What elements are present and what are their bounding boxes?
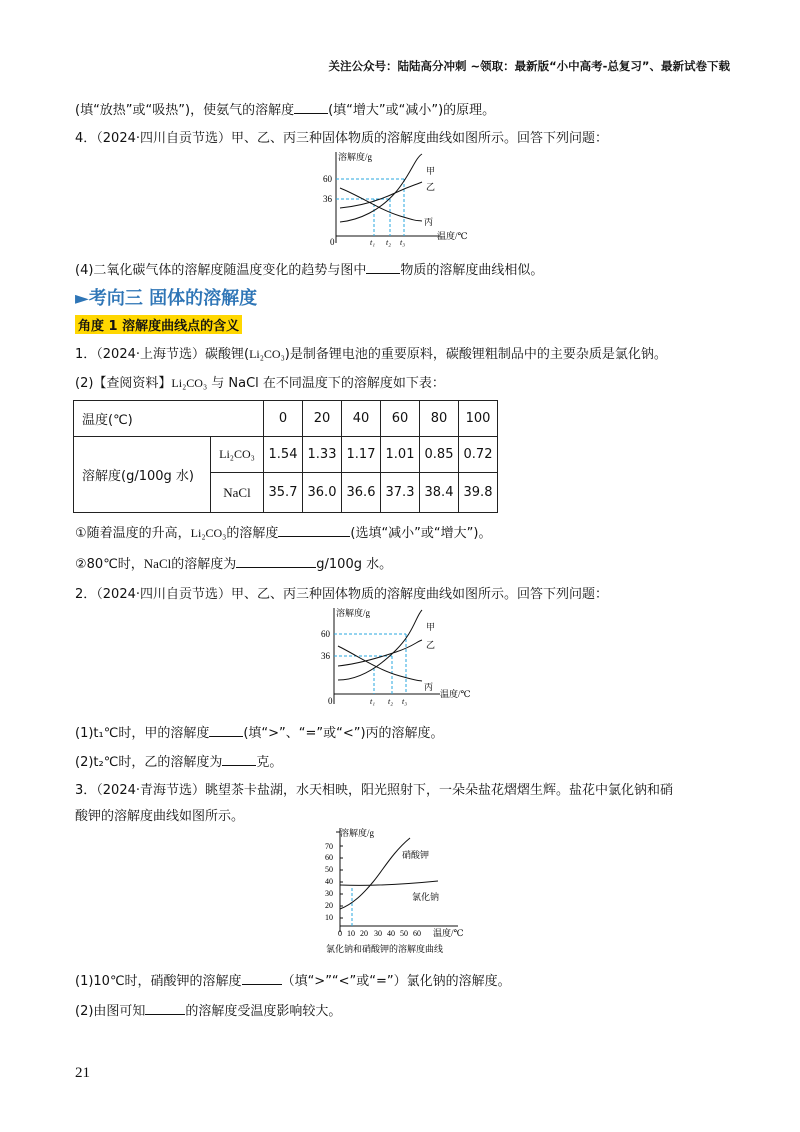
tick-60: 60 [321,629,330,639]
q1-ref-mid: 与 NaCl 在不同温度下的溶解度如下表： [211,376,445,391]
xlabel: 温度/℃ [440,689,471,699]
answer-blank[interactable] [294,101,328,114]
q2-sub1 [75,722,444,741]
angle-tag: 角度 1 溶解度曲线点的含义 [75,315,242,334]
t1-label: t₁ [370,238,376,247]
curve-jia [338,610,422,680]
nacl-value: 38.4 [420,473,459,513]
chart-caption: 氯化钠和硝酸钾的溶解度曲线 [326,944,444,954]
solubility-table [73,400,498,513]
ytick-60: 60 [325,853,333,862]
q3-sub2-post: 的溶解度受温度影响较大。 [185,1004,342,1019]
label-yi: 乙 [426,182,436,192]
answer-blank[interactable] [222,753,256,766]
label-jia: 甲 [426,166,436,176]
li2co3-formula: Li₂CO₃ [171,376,208,390]
answer-blank[interactable] [236,555,316,568]
label-nacl: 氯化钠 [412,892,440,902]
nacl-value: 36.0 [303,473,342,513]
temp-cell: 100 [459,401,498,437]
ylabel: 溶解度/g [338,152,373,162]
xtick-20: 20 [360,929,368,938]
answer-blank[interactable] [278,524,350,537]
tick-36: 36 [321,651,330,661]
xtick-60: 60 [413,929,421,938]
q1-sub1 [75,522,491,541]
nacl-name: NaCl [211,473,264,513]
t2-label: t₂ [388,697,394,706]
q1-sub1-pre: ①随着温度的升高， [75,526,191,541]
top-line [75,99,495,118]
t2-label: t₂ [386,238,392,247]
section-title: 考向三 固体的溶解度 [88,288,258,309]
label-bing: 丙 [424,217,434,227]
q1-sub2-mid: 的溶解度为 [171,557,237,572]
temp-cell: 20 [303,401,342,437]
label-jia: 甲 [426,622,436,632]
xlabel: 温度/℃ [433,928,464,938]
q2-sub1-pre: (1)t₁℃时，甲的溶解度 [75,726,210,741]
xtick-0: 0 [338,929,342,938]
q2-sub2 [75,751,282,770]
temp-header: 温度(℃) [74,401,264,437]
q1-intro [75,343,667,362]
curve-yi [340,182,422,208]
q3-line2: 酸钾的溶解度曲线如图所示。 [75,809,245,824]
li2co3-value: 1.54 [264,437,303,473]
curve-kno3 [340,838,410,909]
q4-sub-pre: (4)二氧化碳气体的溶解度随温度变化的趋势与图中 [75,263,367,278]
ylabel: 溶解度/g [336,608,371,618]
li2co3-value: 0.72 [459,437,498,473]
q1-intro-post: )是制备锂电池的重要原料，碳酸锂粗制品中的主要杂质是氯化钠。 [284,347,667,362]
top-line-pre: (填“放热”或“吸热”)，使氨气的溶解度 [75,103,295,118]
answer-blank[interactable] [145,1002,185,1015]
xlabel: 温度/℃ [437,231,468,241]
nacl-value: 37.3 [381,473,420,513]
q1-ref [75,372,445,391]
answer-blank[interactable] [366,261,400,274]
t1-label: t₁ [370,697,376,706]
ytick-20: 20 [325,901,333,910]
ytick-50: 50 [325,865,333,874]
page-header: 关注公众号：陆陆高分冲刺 ~领取：最新版“小中高考-总复习”、最新试卷下载 [328,59,730,73]
q3-sub1-pre: (1)10℃时，硝酸钾的溶解度 [75,974,242,989]
nacl-value: 35.7 [264,473,303,513]
q4-sub [75,259,543,278]
answer-blank[interactable] [242,972,282,985]
q3-solubility-chart [318,822,490,962]
t3-label: t₃ [402,697,408,706]
nacl-value: 39.8 [459,473,498,513]
li2co3-name: Li₂CO₃ [211,437,264,473]
temp-cell: 60 [381,401,420,437]
curve-nacl [340,881,438,885]
nacl-value: 36.6 [342,473,381,513]
ytick-30: 30 [325,889,333,898]
section-arrow-icon: ► [75,288,89,309]
ytick-10: 10 [325,913,333,922]
li2co3-value: 1.17 [342,437,381,473]
xtick-30: 30 [374,929,382,938]
q2-sub1-post: (填“>”、“=”或“<”)丙的溶解度。 [243,726,444,741]
q3-line1: 3．（2024·青海节选）眺望茶卡盐湖，水天相映，阳光照射下，一朵朵盐花熠熠生辉。盐花中氯化钠和硝 [75,783,673,798]
li2co3-formula: Li₂CO₃ [249,347,285,361]
li2co3-value: 1.01 [381,437,420,473]
q4-solubility-chart [320,148,480,248]
ytick-40: 40 [325,877,333,886]
q1-intro-pre: 1．（2024·上海节选）碳酸锂( [75,347,250,362]
xtick-40: 40 [387,929,395,938]
q1-sub1-end: (选填“减小”或“增大”)。 [350,526,492,541]
q1-sub1-post: 的溶解度 [226,526,279,541]
answer-blank[interactable] [209,724,243,737]
t3-label: t₃ [400,238,406,247]
q1-ref-pre: (2)【查阅资料】 [75,376,172,391]
xtick-50: 50 [400,929,408,938]
page-number: 21 [75,1065,90,1081]
q3-sub2 [75,1000,341,1019]
origin-label: 0 [328,696,333,706]
nacl-formula: NaCl [143,556,172,571]
q2-sub2-post: 克。 [256,755,283,770]
section-heading [75,284,257,310]
xtick-10: 10 [347,929,355,938]
li2co3-value: 1.33 [303,437,342,473]
ytick-70: 70 [325,842,333,851]
origin-label: 0 [330,237,335,247]
q3-sub1 [75,970,511,989]
curve-jia [340,154,422,222]
q3-sub2-pre: (2)由图可知 [75,1004,146,1019]
q1-sub2-end: g/100g 水。 [316,557,393,572]
temp-cell: 0 [264,401,303,437]
li2co3-formula: Li₂CO₃ [190,526,227,540]
top-line-post: (填“增大”或“减小”)的原理。 [328,103,496,118]
q3-sub1-post: （填“>”“<”或“=”）氯化钠的溶解度。 [281,974,511,989]
label-bing: 丙 [424,682,434,692]
q2-sub2-pre: (2)t₂℃时，乙的溶解度为 [75,755,223,770]
temp-cell: 80 [420,401,459,437]
q4-text: 4．（2024·四川自贡节选）甲、乙、丙三种固体物质的溶解度曲线如图所示。回答下列问题： [75,131,608,146]
tick-36: 36 [323,194,332,204]
solubility-header: 溶解度(g/100g 水) [74,437,211,513]
label-kno3: 硝酸钾 [402,850,430,860]
q2-text: 2．（2024·四川自贡节选）甲、乙、丙三种固体物质的溶解度曲线如图所示。回答下列问题： [75,587,608,602]
tick-60: 60 [323,174,332,184]
curve-bing [340,188,422,221]
q1-sub2-pre: ②80℃时， [75,557,144,572]
ylabel: 溶解度/g [340,828,375,838]
q2-solubility-chart [318,604,488,708]
temp-cell: 40 [342,401,381,437]
label-yi: 乙 [426,640,436,650]
q1-sub2 [75,553,392,572]
li2co3-value: 0.85 [420,437,459,473]
q4-sub-post: 物质的溶解度曲线相似。 [400,263,544,278]
